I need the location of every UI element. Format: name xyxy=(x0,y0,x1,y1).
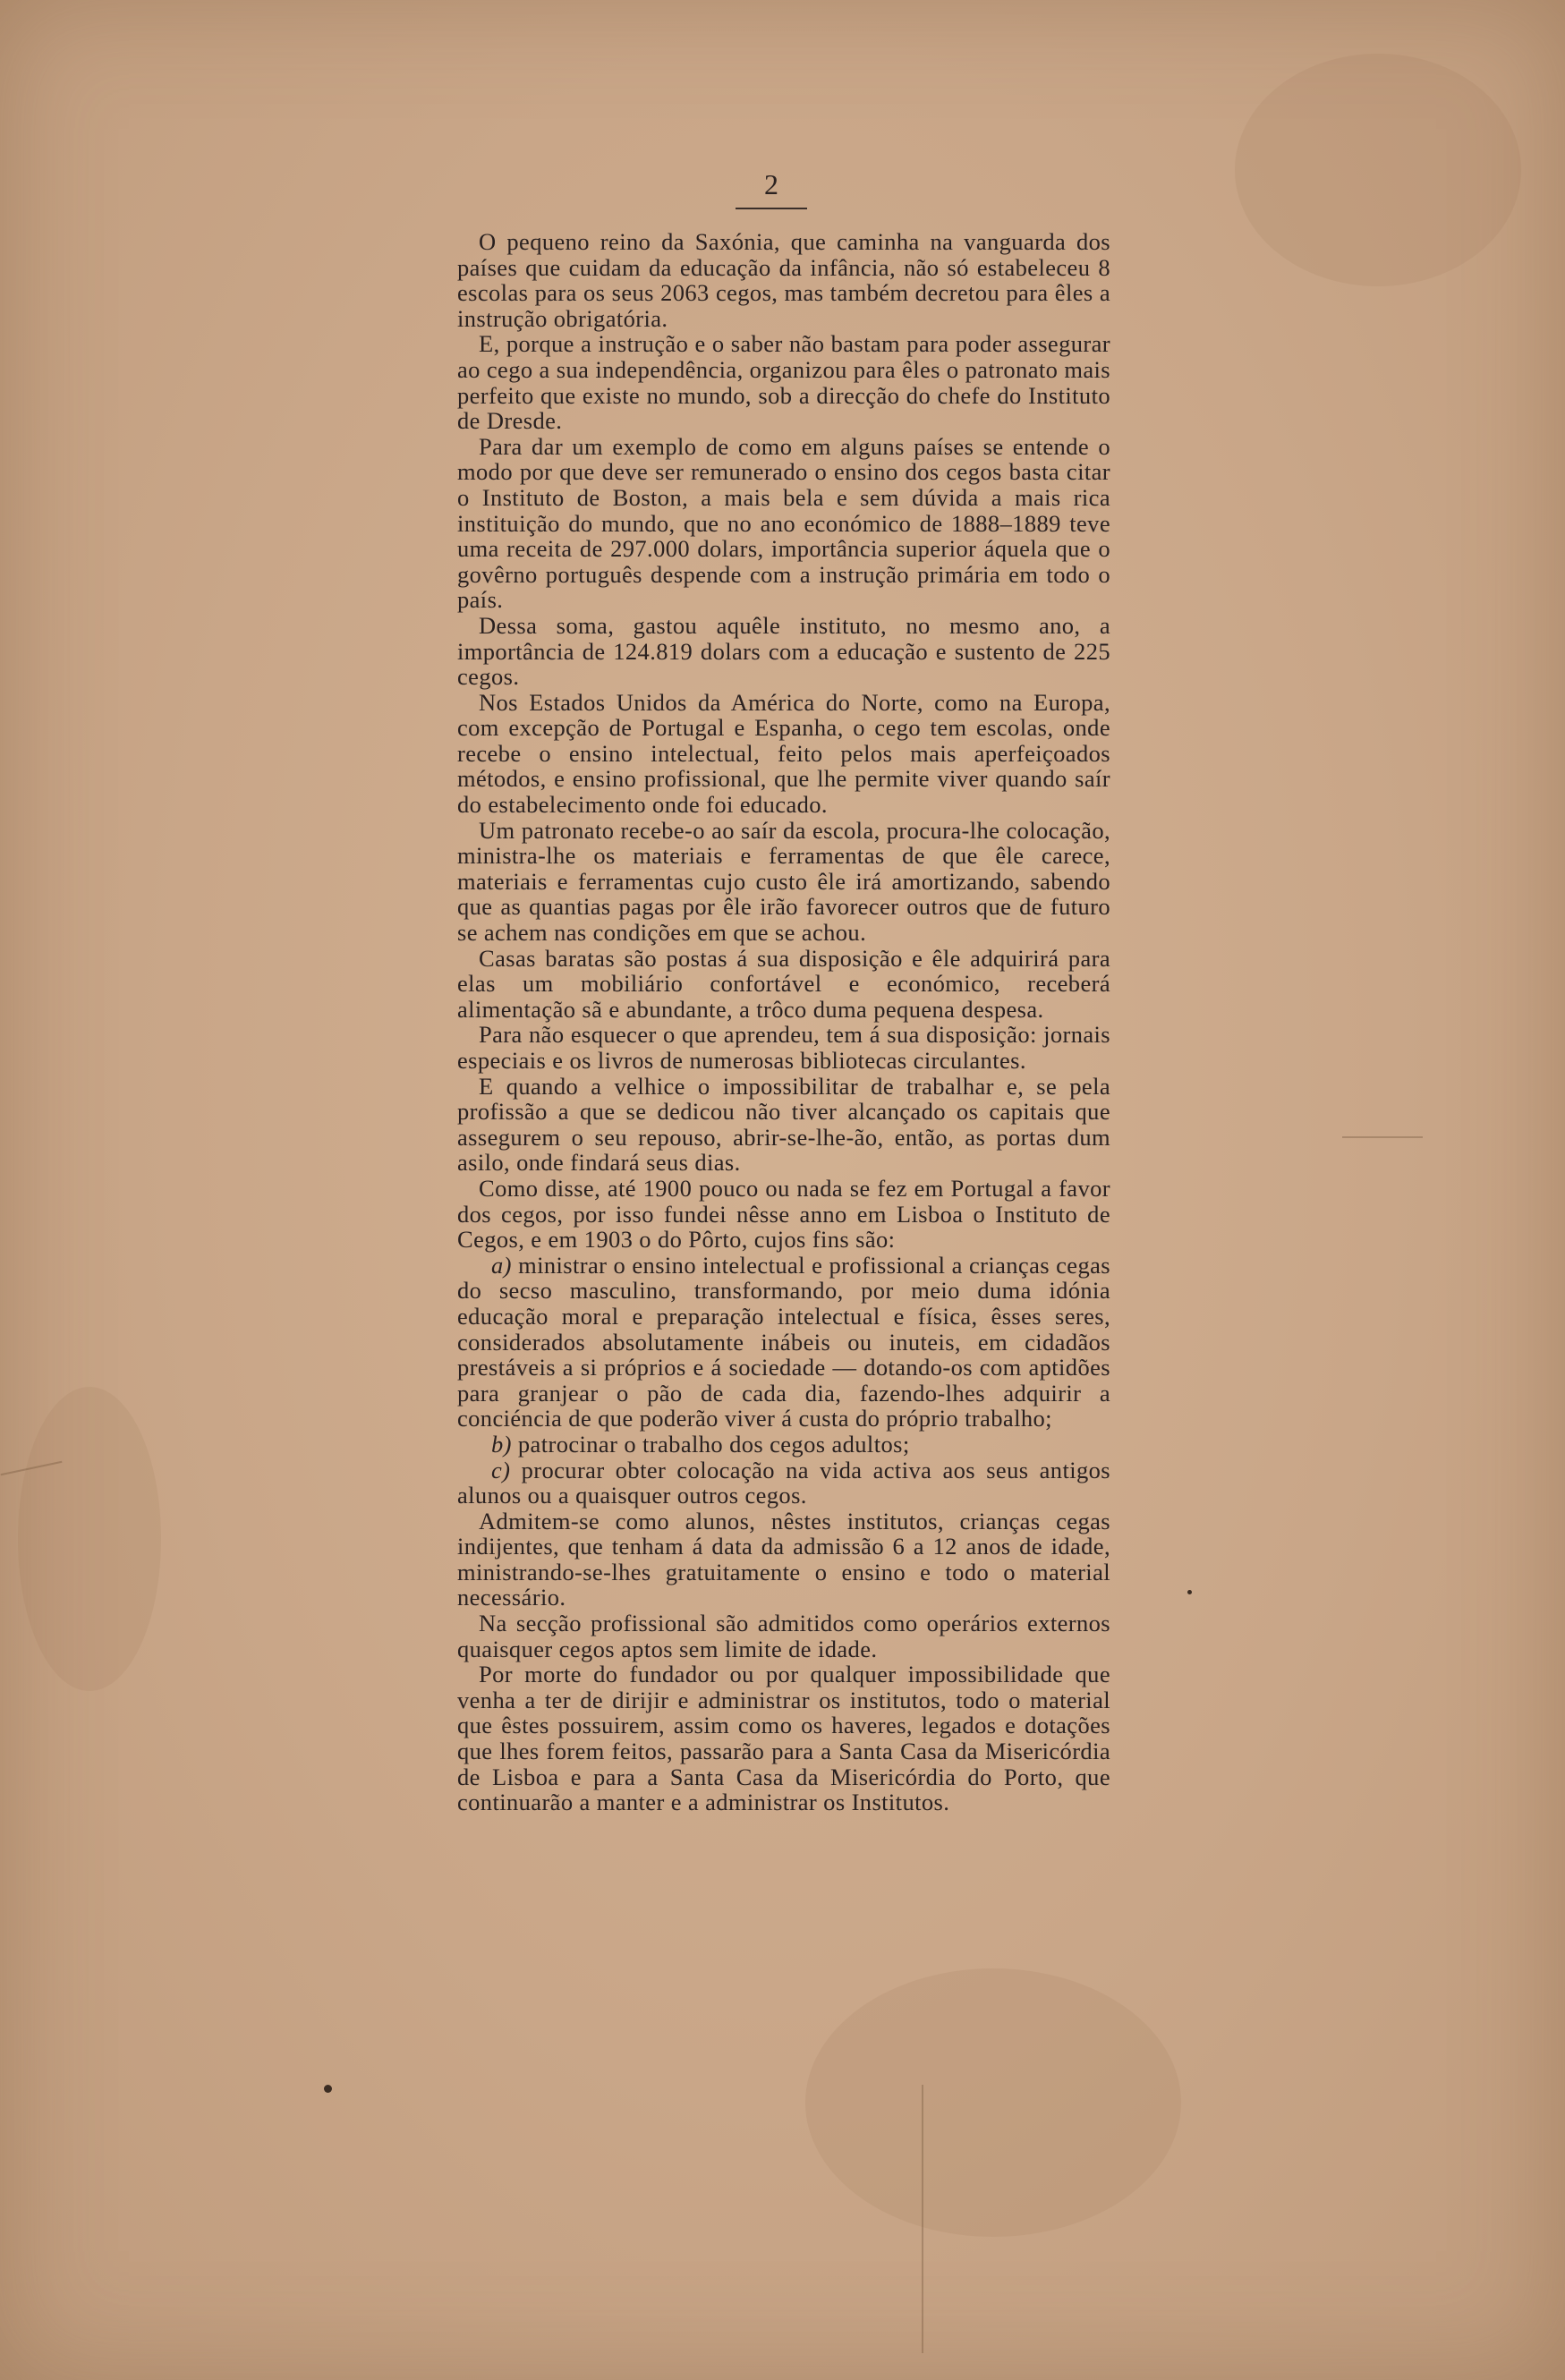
paragraph: O pequeno reino da Saxónia, que caminha na vanguarda dos países que cuidam da educação da infância, não só estabeleceu 8 escolas para os seus 2063 cegos, mas também decretou para êles a instrução obrigatória. xyxy=(457,228,1110,332)
page-number: 2 xyxy=(764,168,778,200)
list-item-text: procurar obter colocação na vida activa aos seus antigos alunos ou a quaisquer outros cegos. xyxy=(457,1456,1110,1509)
list-item-text: ministrar o ensino intelectual e profissional a crianças cegas do secso masculino, transformando, por meio duma idónia educação moral e preparação intelectual e física, êsses seres, considerados absolutamente inábeis ou inuteis, em cidadãos prestáveis a si próprios e á sociedade — dotando-os com aptidões para granjear o pão de cada dia, fazendo-lhes adquirir a conciéncia de que poderão viver á custa do próprio trabalho; xyxy=(457,1251,1110,1432)
body-text xyxy=(457,229,1110,1815)
paper-crease xyxy=(922,2085,923,2353)
paragraph: Dessa soma, gastou aquêle instituto, no mesmo ano, a importância de 124.819 dolars com a educação e sustento de 225 cegos. xyxy=(457,611,1110,691)
paragraph: Casas baratas são postas á sua disposição e êle adquirirá para elas um mobiliário confortável e económico, receberá alimentação sã e abundante, a trôco duma pequena despesa. xyxy=(457,944,1110,1023)
paragraph: E quando a velhice o impossibilitar de trabalhar e, se pela profissão a que se dedicou não tiver alcançado os capitais que assegurem o seu repouso, abrir-se-lhe-ão, então, as portas dum asilo, onde findará seus dias. xyxy=(457,1072,1110,1177)
paragraph: Por morte do fundador ou por qualquer impossibilidade que venha a ter de dirijir e administrar os institutos, todo o material que êstes possuirem, assim como os haveres, legados e dotações que lhes forem feitos, passarão para a Santa Casa da Misericórdia de Lisboa e para a Santa Casa da Misericórdia do Porto, que continuarão a manter e a administrar os Institutos. xyxy=(457,1661,1110,1816)
paper-stain xyxy=(1235,54,1521,286)
list-item xyxy=(457,1253,1110,1432)
list-marker: b) xyxy=(491,1430,512,1458)
paper-crease xyxy=(1342,1136,1423,1138)
paper-crease xyxy=(1,1461,63,1476)
paragraph: Para não esquecer o que aprendeu, tem á sua disposição: jornais especiais e os livros de numerosas bibliotecas circulantes. xyxy=(457,1021,1110,1074)
ink-spot xyxy=(324,2085,332,2093)
list-marker: c) xyxy=(491,1456,511,1483)
paper-stain xyxy=(18,1387,161,1691)
paragraph: Admitem-se como alunos, nêstes institutos, crianças cegas indijentes, que tenham á data da admissão 6 a 12 anos de idade, ministrando-se-lhes gratuitamente o ensino e todo o material necessário. xyxy=(457,1507,1110,1611)
list-item xyxy=(457,1458,1110,1509)
ink-spot xyxy=(1187,1590,1192,1594)
paragraph: E, porque a instrução e o saber não bastam para poder assegurar ao cego a sua independência, organizou para êles o patronato mais perfeito que existe no mundo, sob a direcção do chefe do Instituto de Dresde. xyxy=(457,330,1110,435)
paragraph: Um patronato recebe-o ao saír da escola, procura-lhe colocação, ministra-lhe os materiais e ferramentas de que êle carece, materiais e ferramentas cujo custo êle irá amortizando, sabendo que as quantias pagas por êle irão favorecer outros que de futuro se achem nas condições em que se achou. xyxy=(457,816,1110,947)
paragraph: Nos Estados Unidos da América do Norte, como na Europa, com excepção de Portugal e Espanha, o cego tem escolas, onde recebe o ensino intelectual, feito pelos mais aperfeiçoados métodos, e ensino profissional, que lhe permite viver quando saír do estabelecimento onde foi educado. xyxy=(457,688,1110,819)
list-item xyxy=(457,1432,1110,1458)
paragraph: Na secção profissional são admitidos como operários externos quaisquer cegos aptos sem limite de idade. xyxy=(457,1610,1110,1662)
page-number-rule xyxy=(736,208,807,209)
list-marker: a) xyxy=(491,1251,512,1279)
paper-stain xyxy=(805,1968,1181,2237)
paragraph: Como disse, até 1900 pouco ou nada se fez em Portugal a favor dos cegos, por isso fundei nêsse anno em Lisboa o Instituto de Cegos, e em 1903 o do Pôrto, cujos fins são: xyxy=(457,1174,1110,1254)
list-item-text: patrocinar o trabalho dos cegos adultos; xyxy=(517,1430,910,1458)
paragraph: Para dar um exemplo de como em alguns países se entende o modo por que deve ser remunerado o ensino dos cegos basta citar o Instituto de Boston, a mais bela e sem dúvida a mais rica instituição do mundo, que no ano económico de 1888–1889 teve uma receita de 297.000 dolars, importância superior áquela que o govêrno português despende com a instrução primária em todo o país. xyxy=(457,432,1110,614)
